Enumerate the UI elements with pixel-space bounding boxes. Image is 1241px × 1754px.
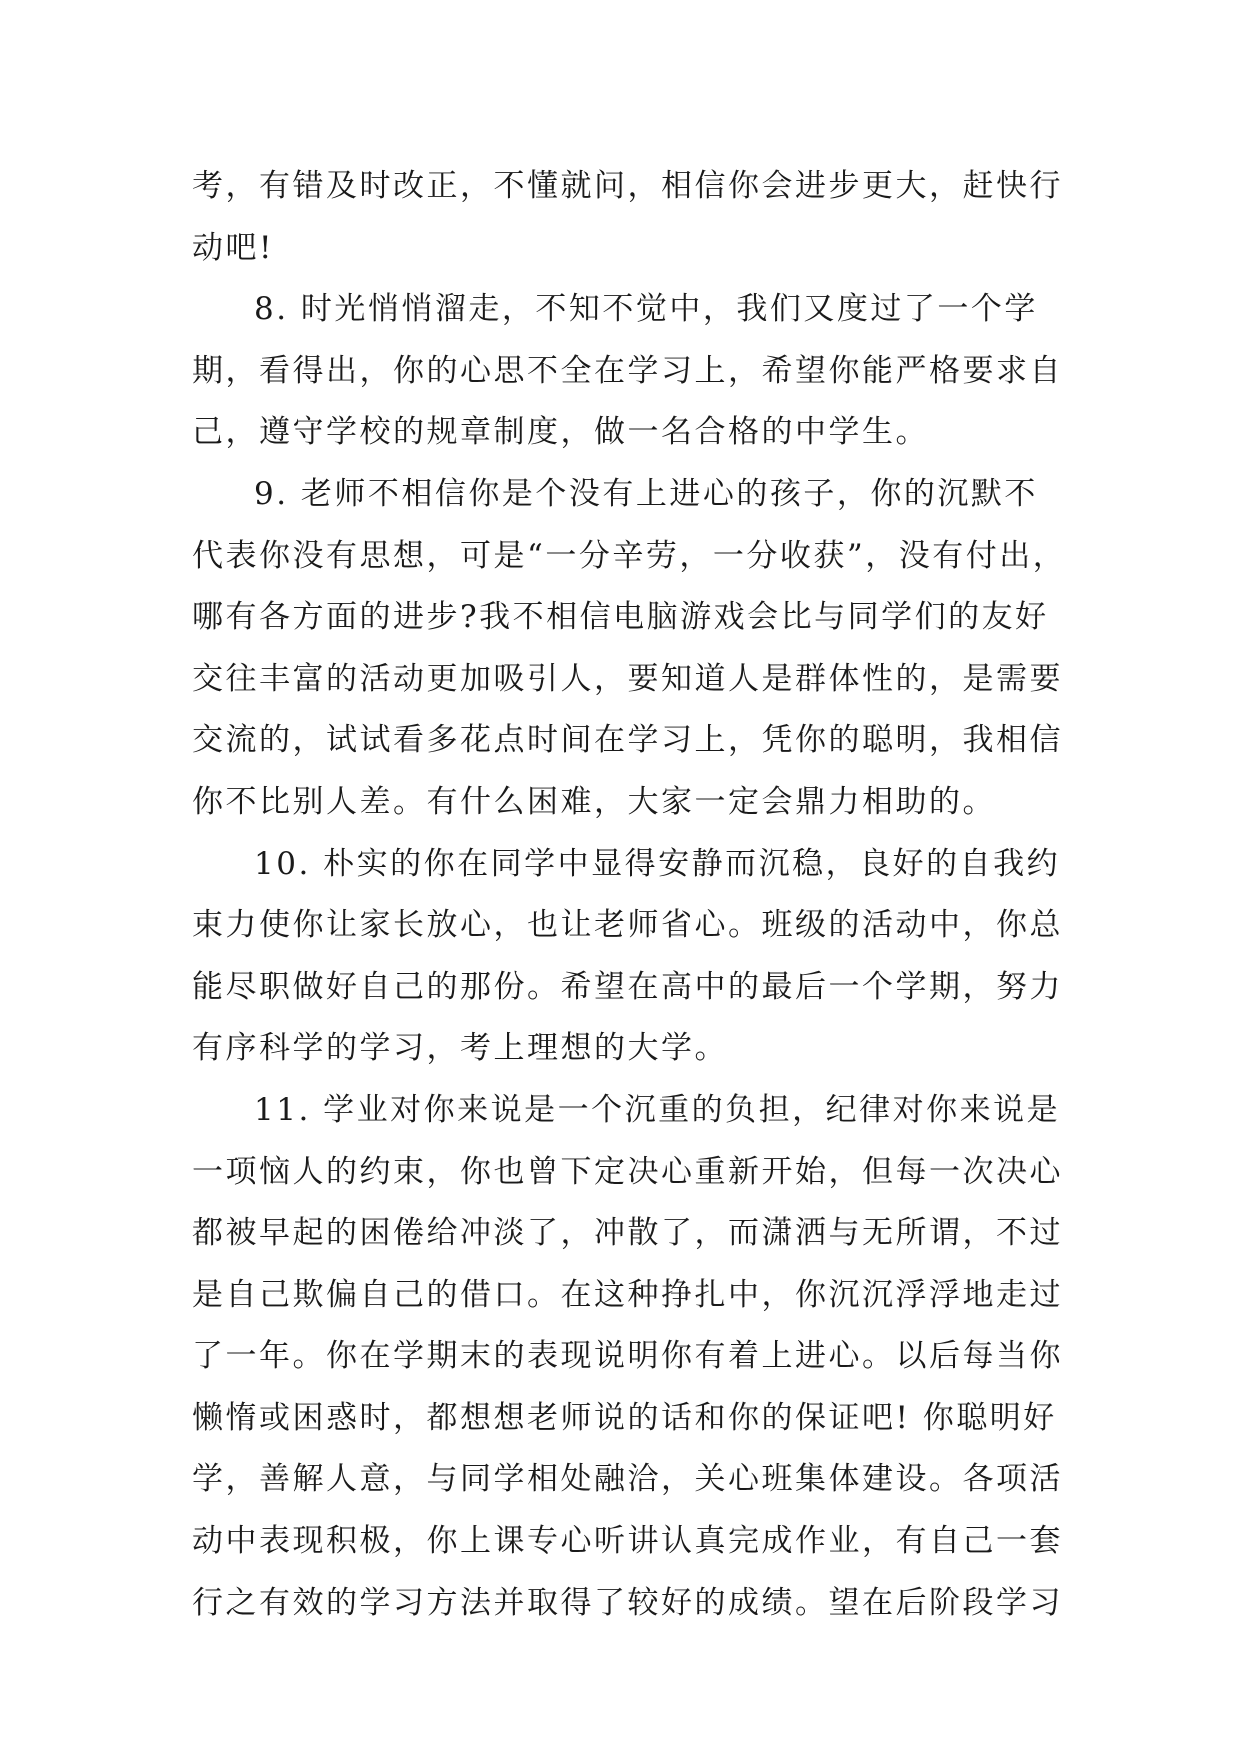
text-line: 有序科学的学习，考上理想的大学。: [192, 1030, 728, 1067]
document-body: [192, 156, 1067, 1634]
paragraph-11-start: 11. 学业对你来说是一个沉重的负担，纪律对你来说是: [254, 1091, 1061, 1128]
text-line: 动中表现积极，你上课专心听讲认真完成作业，有自己一套: [192, 1523, 1063, 1560]
paragraph-10-start: 10. 朴实的你在同学中显得安静而沉稳，良好的自我约: [254, 845, 1061, 882]
text-line: 学，善解人意，与同学相处融洽，关心班集体建设。各项活: [192, 1461, 1063, 1498]
text-line: 懒惰或困惑时，都想想老师说的话和你的保证吧! 你聪明好: [192, 1399, 1057, 1436]
text-line: 代表你没有思想，可是“一分辛劳，一分收获”，没有付出，: [192, 537, 1067, 574]
text-line: 行之有效的学习方法并取得了较好的成绩。望在后阶段学习: [192, 1584, 1063, 1621]
text-line: 是自己欺偏自己的借口。在这种挣扎中，你沉沉浮浮地走过: [192, 1276, 1063, 1313]
text-line: 一项恼人的约束，你也曾下定决心重新开始，但每一次决心: [192, 1153, 1063, 1190]
text-line: 交往丰富的活动更加吸引人，要知道人是群体性的，是需要: [192, 660, 1063, 697]
text-line: 能尽职做好自己的那份。希望在高中的最后一个学期，努力: [192, 968, 1063, 1005]
text-line: 交流的，试试看多花点时间在学习上，凭你的聪明，我相信: [192, 722, 1063, 759]
text-line: 期，看得出，你的心思不全在学习上，希望你能严格要求自: [192, 352, 1063, 389]
paragraph-9-start: 9. 老师不相信你是个没有上进心的孩子，你的沉默不: [254, 475, 1038, 512]
text-line: 你不比别人差。有什么困难，大家一定会鼎力相助的。: [192, 783, 996, 820]
text-line: 考，有错及时改正，不懂就问，相信你会进步更大，赶快行: [192, 168, 1063, 204]
text-line: 都被早起的困倦给冲淡了，冲散了，而潇洒与无所谓，不过: [192, 1215, 1063, 1252]
text-line: 己，遵守学校的规章制度，做一名合格的中学生。: [192, 414, 929, 451]
text-line: 束力使你让家长放心，也让老师省心。班级的活动中，你总: [192, 907, 1063, 944]
text-line: 哪有各方面的进步?我不相信电脑游戏会比与同学们的友好: [192, 599, 1049, 636]
text-line: 了一年。你在学期末的表现说明你有着上进心。以后每当你: [192, 1338, 1063, 1375]
text-line: 动吧!: [192, 229, 274, 266]
paragraph-8-start: 8. 时光悄悄溜走，不知不觉中，我们又度过了一个学: [254, 291, 1038, 328]
